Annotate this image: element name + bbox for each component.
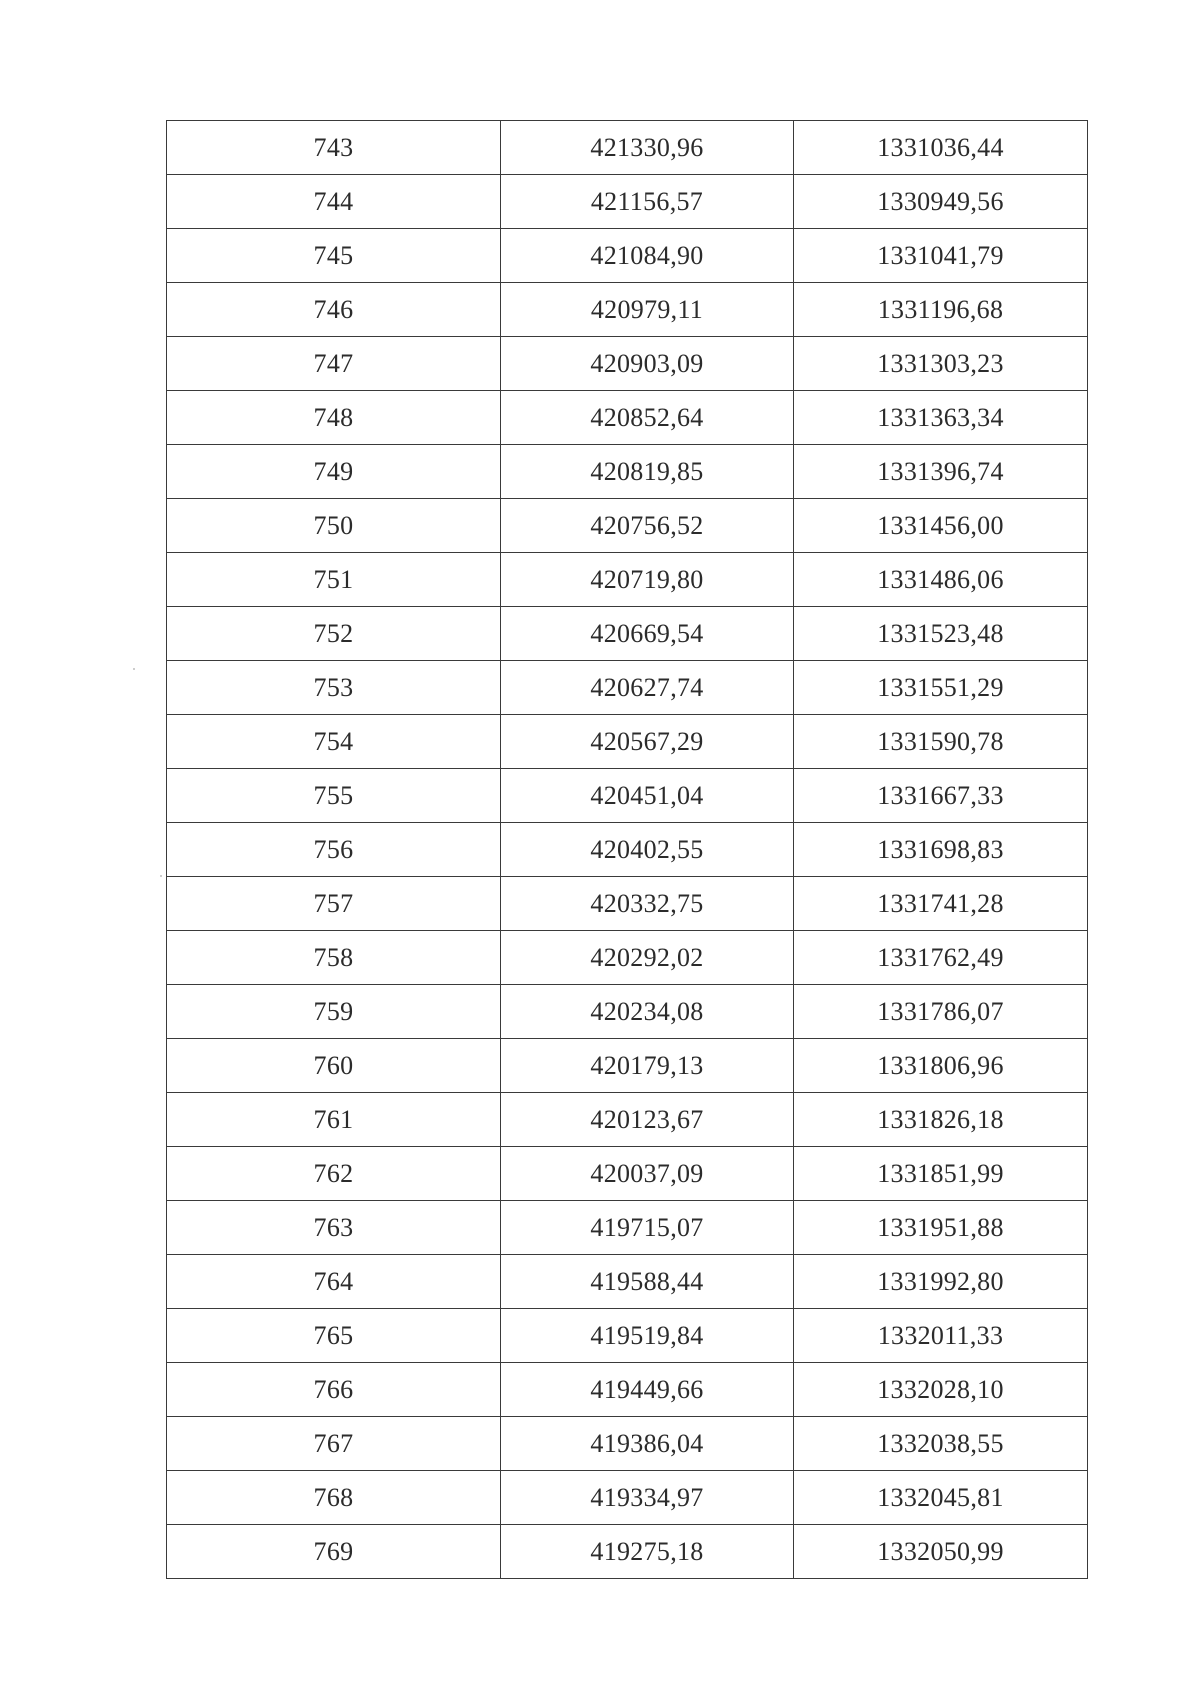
table-row: [167, 985, 1088, 1039]
x-coordinate-cell: 420451,04: [501, 769, 794, 823]
table-row: [167, 1039, 1088, 1093]
x-coordinate-cell: 419519,84: [501, 1309, 794, 1363]
x-coordinate-cell: 420292,02: [501, 931, 794, 985]
x-coordinate-cell: 420669,54: [501, 607, 794, 661]
y-coordinate-cell: 1332011,33: [794, 1309, 1088, 1363]
point-number-cell: 754: [167, 715, 501, 769]
point-number-cell: 763: [167, 1201, 501, 1255]
y-coordinate-cell: 1331851,99: [794, 1147, 1088, 1201]
point-number-cell: 760: [167, 1039, 501, 1093]
table-row: [167, 769, 1088, 823]
table-row: [167, 1255, 1088, 1309]
point-number-cell: 747: [167, 337, 501, 391]
point-number-cell: 766: [167, 1363, 501, 1417]
y-coordinate-cell: 1331363,34: [794, 391, 1088, 445]
point-number-cell: 765: [167, 1309, 501, 1363]
point-number-cell: 769: [167, 1525, 501, 1579]
x-coordinate-cell: 420979,11: [501, 283, 794, 337]
table-row: [167, 1093, 1088, 1147]
y-coordinate-cell: 1331196,68: [794, 283, 1088, 337]
point-number-cell: 749: [167, 445, 501, 499]
y-coordinate-cell: 1331741,28: [794, 877, 1088, 931]
point-number-cell: 750: [167, 499, 501, 553]
table-row: [167, 121, 1088, 175]
coordinates-table: [166, 120, 1088, 1579]
table-row: [167, 607, 1088, 661]
point-number-cell: 743: [167, 121, 501, 175]
point-number-cell: 764: [167, 1255, 501, 1309]
y-coordinate-cell: 1331486,06: [794, 553, 1088, 607]
table-row: [167, 823, 1088, 877]
x-coordinate-cell: 421084,90: [501, 229, 794, 283]
point-number-cell: 758: [167, 931, 501, 985]
x-coordinate-cell: 420234,08: [501, 985, 794, 1039]
x-coordinate-cell: 420332,75: [501, 877, 794, 931]
point-number-cell: 753: [167, 661, 501, 715]
point-number-cell: 748: [167, 391, 501, 445]
y-coordinate-cell: 1331456,00: [794, 499, 1088, 553]
y-coordinate-cell: 1331786,07: [794, 985, 1088, 1039]
y-coordinate-cell: 1332028,10: [794, 1363, 1088, 1417]
point-number-cell: 768: [167, 1471, 501, 1525]
x-coordinate-cell: 420179,13: [501, 1039, 794, 1093]
x-coordinate-cell: 419334,97: [501, 1471, 794, 1525]
table-row: [167, 553, 1088, 607]
table-row: [167, 1363, 1088, 1417]
y-coordinate-cell: 1331951,88: [794, 1201, 1088, 1255]
point-number-cell: 745: [167, 229, 501, 283]
y-coordinate-cell: 1331590,78: [794, 715, 1088, 769]
x-coordinate-cell: 419386,04: [501, 1417, 794, 1471]
y-coordinate-cell: 1331698,83: [794, 823, 1088, 877]
y-coordinate-cell: 1331036,44: [794, 121, 1088, 175]
point-number-cell: 755: [167, 769, 501, 823]
x-coordinate-cell: 419449,66: [501, 1363, 794, 1417]
table-row: [167, 1309, 1088, 1363]
y-coordinate-cell: 1331551,29: [794, 661, 1088, 715]
x-coordinate-cell: 420123,67: [501, 1093, 794, 1147]
table-row: [167, 499, 1088, 553]
table-row: [167, 715, 1088, 769]
y-coordinate-cell: 1331806,96: [794, 1039, 1088, 1093]
x-coordinate-cell: 420903,09: [501, 337, 794, 391]
x-coordinate-cell: 420756,52: [501, 499, 794, 553]
x-coordinate-cell: 420567,29: [501, 715, 794, 769]
table-row: [167, 1201, 1088, 1255]
scan-speck: [160, 875, 162, 877]
y-coordinate-cell: 1331667,33: [794, 769, 1088, 823]
table-row: [167, 661, 1088, 715]
y-coordinate-cell: 1331762,49: [794, 931, 1088, 985]
y-coordinate-cell: 1332045,81: [794, 1471, 1088, 1525]
point-number-cell: 756: [167, 823, 501, 877]
y-coordinate-cell: 1331041,79: [794, 229, 1088, 283]
scan-speck: [133, 668, 135, 670]
table-row: [167, 1471, 1088, 1525]
point-number-cell: 767: [167, 1417, 501, 1471]
y-coordinate-cell: 1332050,99: [794, 1525, 1088, 1579]
table-row: [167, 175, 1088, 229]
point-number-cell: 752: [167, 607, 501, 661]
x-coordinate-cell: 419715,07: [501, 1201, 794, 1255]
y-coordinate-cell: 1330949,56: [794, 175, 1088, 229]
table-row: [167, 283, 1088, 337]
x-coordinate-cell: 420719,80: [501, 553, 794, 607]
y-coordinate-cell: 1331826,18: [794, 1093, 1088, 1147]
table-row: [167, 337, 1088, 391]
table-body: [167, 121, 1088, 1579]
x-coordinate-cell: 419588,44: [501, 1255, 794, 1309]
x-coordinate-cell: 421330,96: [501, 121, 794, 175]
y-coordinate-cell: 1332038,55: [794, 1417, 1088, 1471]
table-row: [167, 229, 1088, 283]
point-number-cell: 746: [167, 283, 501, 337]
x-coordinate-cell: 420852,64: [501, 391, 794, 445]
table-row: [167, 445, 1088, 499]
x-coordinate-cell: 420819,85: [501, 445, 794, 499]
y-coordinate-cell: 1331523,48: [794, 607, 1088, 661]
x-coordinate-cell: 421156,57: [501, 175, 794, 229]
point-number-cell: 744: [167, 175, 501, 229]
x-coordinate-cell: 419275,18: [501, 1525, 794, 1579]
point-number-cell: 762: [167, 1147, 501, 1201]
table-row: [167, 1525, 1088, 1579]
point-number-cell: 757: [167, 877, 501, 931]
y-coordinate-cell: 1331396,74: [794, 445, 1088, 499]
x-coordinate-cell: 420627,74: [501, 661, 794, 715]
table-row: [167, 1417, 1088, 1471]
point-number-cell: 759: [167, 985, 501, 1039]
point-number-cell: 751: [167, 553, 501, 607]
x-coordinate-cell: 420402,55: [501, 823, 794, 877]
point-number-cell: 761: [167, 1093, 501, 1147]
table-row: [167, 1147, 1088, 1201]
table-row: [167, 931, 1088, 985]
x-coordinate-cell: 420037,09: [501, 1147, 794, 1201]
table-row: [167, 877, 1088, 931]
y-coordinate-cell: 1331992,80: [794, 1255, 1088, 1309]
table-row: [167, 391, 1088, 445]
y-coordinate-cell: 1331303,23: [794, 337, 1088, 391]
